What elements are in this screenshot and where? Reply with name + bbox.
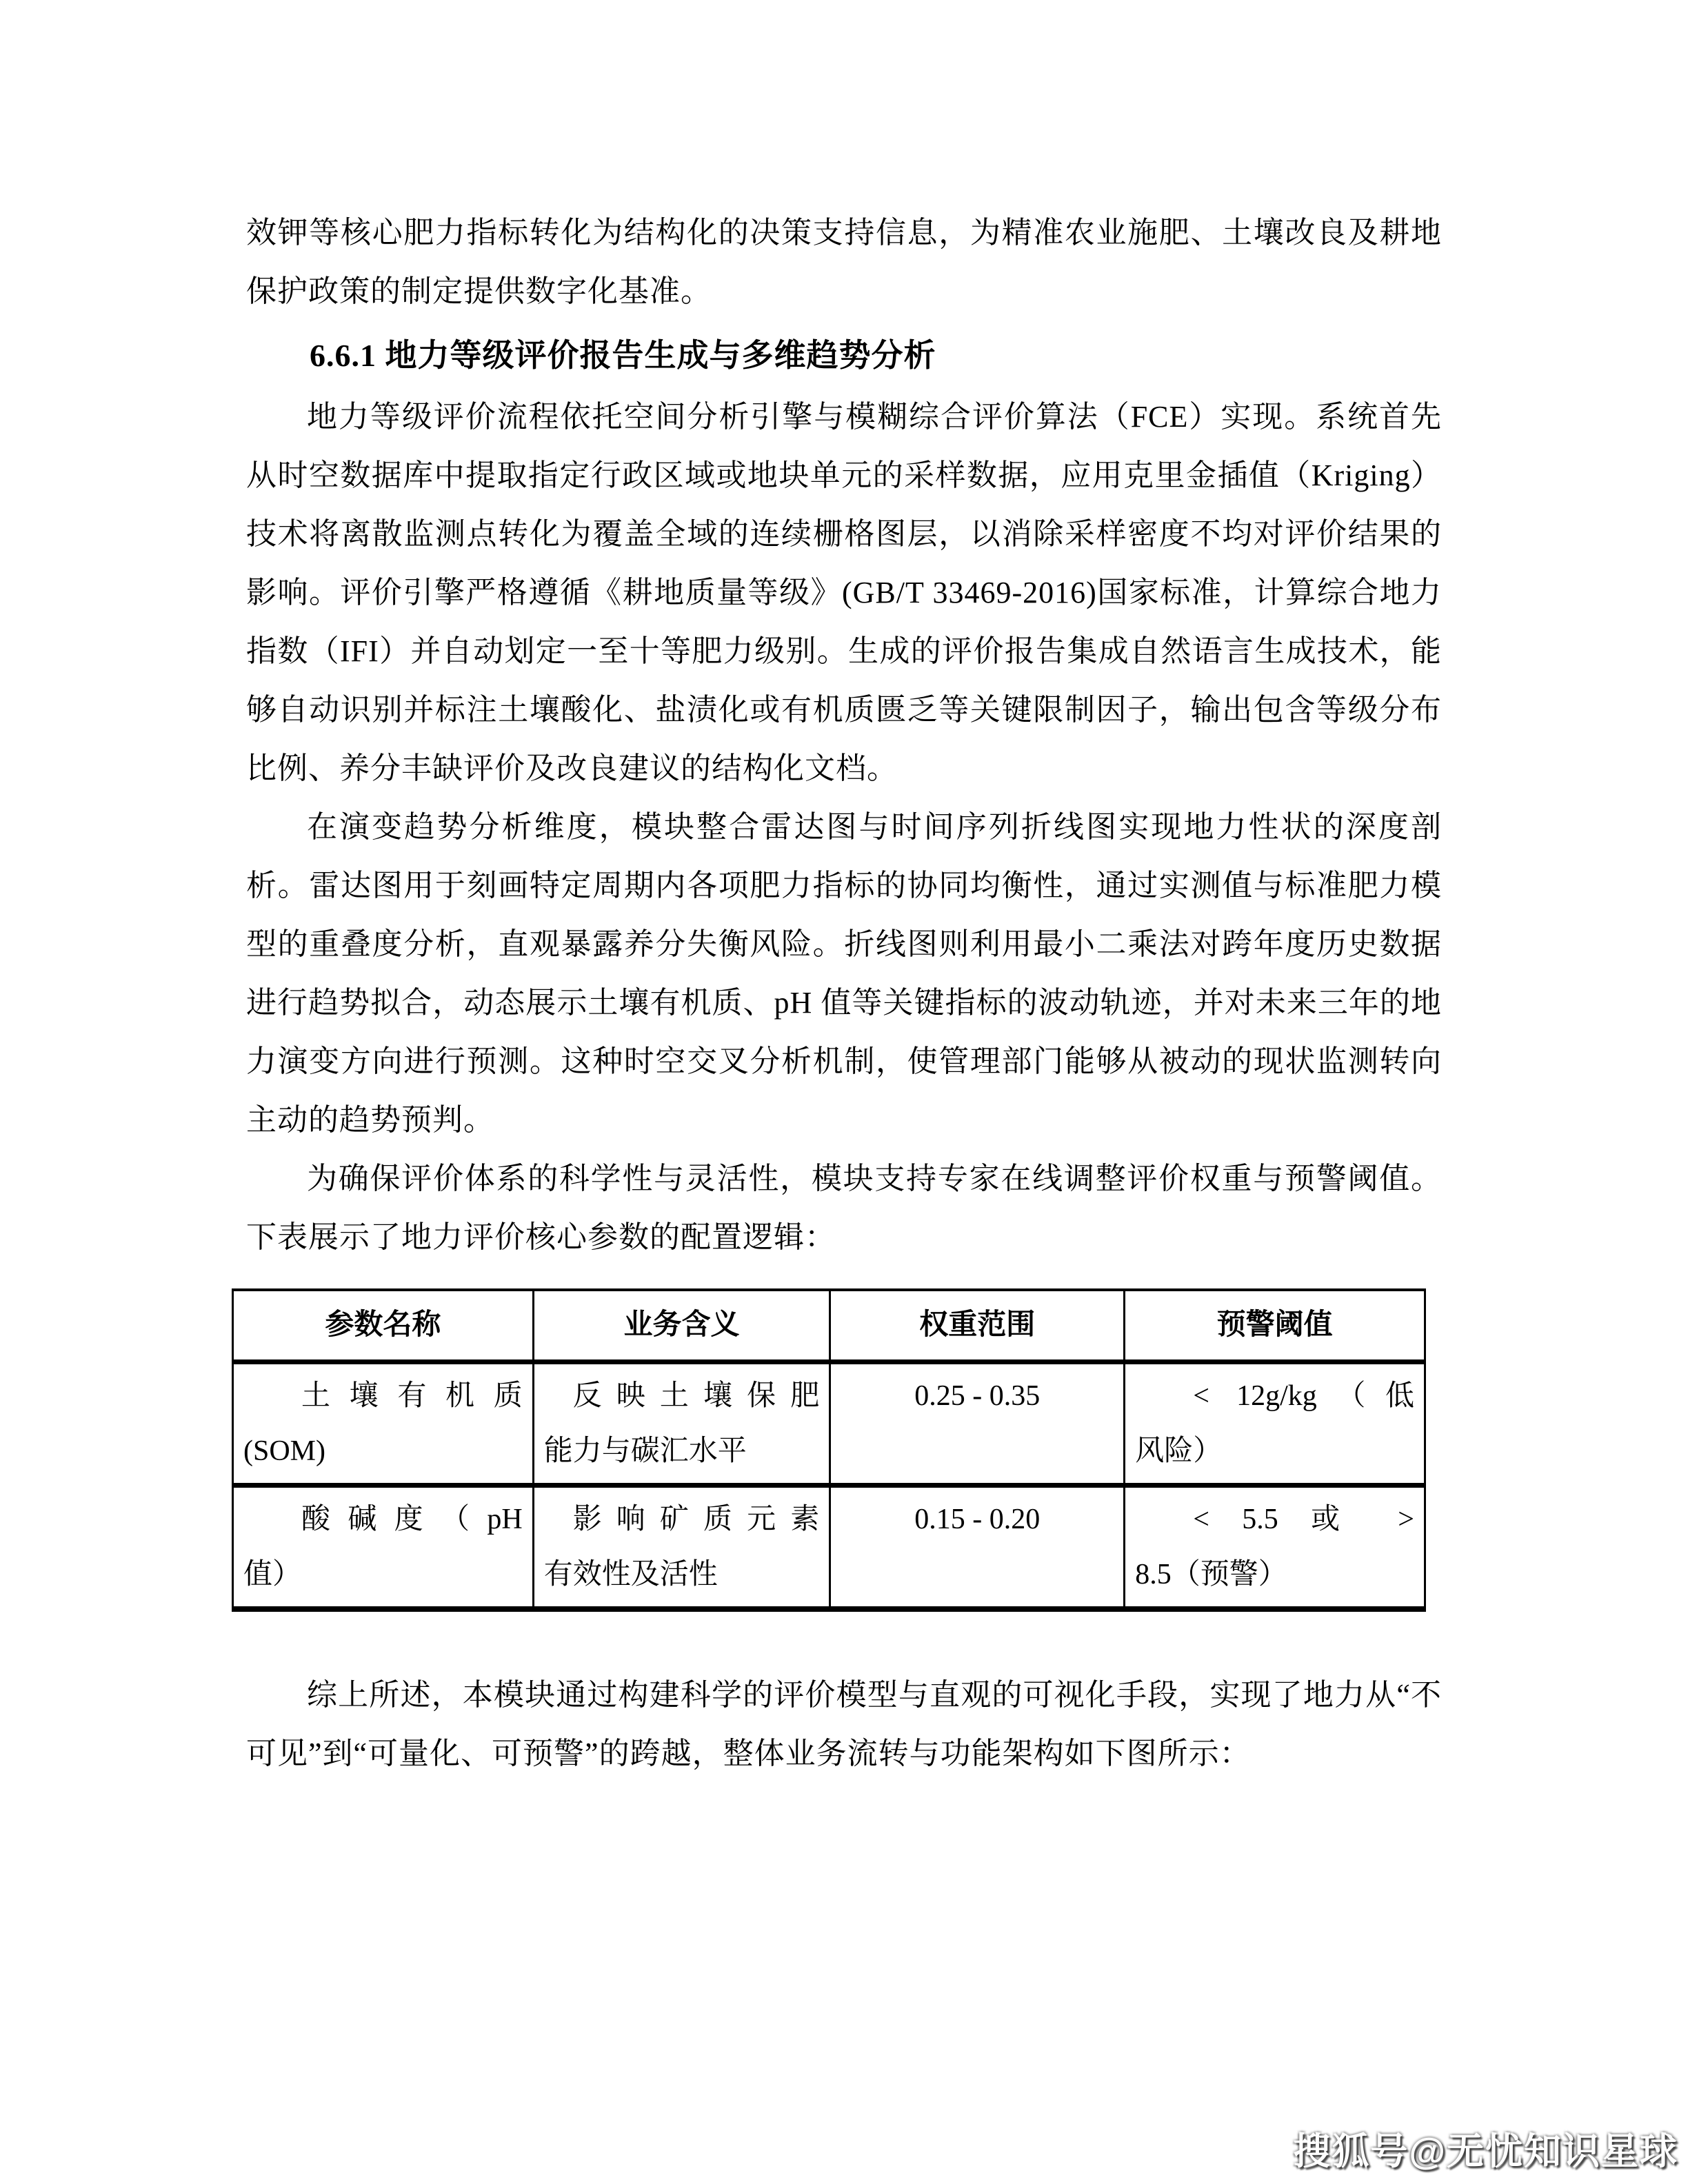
watermark-souhu: 搜狐号@无忧知识星球: [1293, 2131, 1678, 2172]
cell-som-weight: [830, 1362, 1125, 1485]
cell-line: 0.25 - 0.35: [914, 1379, 1041, 1412]
section-heading: 6.6.1 地力等级评价报告生成与多维趋势分析: [310, 338, 936, 373]
cell-ph-threshold: [1125, 1485, 1425, 1609]
cell-line: < 12g/kg（低: [1193, 1379, 1414, 1412]
paragraph-evaluation-process: 地力等级评价流程依托空间分析引擎与模糊综合评价算法（FCE）实现。系统首先从时空数据库中提取指定行政区域或地块单元的采样数据，应用克里金插值（Kriging）技术将离散监测点转化为覆盖全域的连续栅格图层，以消除采样密度不均对评价结果的影响。评价引擎严格遵循《耕地质量等级》(GB/T 33469-2016)国家标准，计算综合地力指数（IFI）并自动划定一至十等肥力级别。生成的评价报告集成自然语言生成技术，能够自动识别并标注土壤酸化、盐渍化或有机质匮乏等关键限制因子，输出包含等级分布比例、养分丰缺评价及改良建议的结构化文档。: [246, 400, 1442, 785]
cell-line: 土壤有机质: [301, 1379, 523, 1412]
spacer: [246, 1612, 1442, 1666]
cell-som-meaning: [533, 1362, 830, 1485]
cell-line: 值）: [243, 1558, 302, 1590]
table-row-ph: [233, 1485, 1425, 1609]
cell-line: 风险）: [1135, 1435, 1223, 1467]
cell-line: (SOM): [243, 1435, 326, 1467]
cell-line: 8.5（预警）: [1135, 1558, 1287, 1590]
cell-line: 能力与碳汇水平: [543, 1435, 747, 1467]
table-header-row: [233, 1290, 1425, 1362]
intro-continuation-paragraph: 效钾等核心肥力指标转化为结构化的决策支持信息，为精准农业施肥、土壤改良及耕地保护政策的制定提供数字化基准。: [246, 216, 1442, 308]
paragraph-table-intro: 为确保评价体系的科学性与灵活性，模块支持专家在线调整评价权重与预警阈值。下表展示了地力评价核心参数的配置逻辑：: [246, 1162, 1442, 1254]
paragraph-trend-analysis: 在演变趋势分析维度，模块整合雷达图与时间序列折线图实现地力性状的深度剖析。雷达图用于刻画特定周期内各项肥力指标的协同均衡性，通过实测值与标准肥力模型的重叠度分析，直观暴露养分失衡风险。折线图则利用最小二乘法对跨年度历史数据进行趋势拟合，动态展示土壤有机质、pH 值等关键指标的波动轨迹，并对未来三年的地力演变方向进行预测。这种时空交叉分析机制，使管理部门能够从被动的现状监测转向主动的趋势预判。: [246, 810, 1442, 1137]
cell-line: 酸碱度（pH: [301, 1503, 523, 1535]
cell-som-name: [233, 1362, 534, 1485]
header-cell-warning-threshold: 预警阈值: [1125, 1290, 1425, 1362]
cell-ph-weight: [830, 1485, 1125, 1609]
page-content: [243, 203, 1442, 1783]
cell-line: 反映土壤保肥: [572, 1379, 820, 1412]
table-row-som: [233, 1362, 1425, 1485]
cell-line: < 5.5 或 >: [1193, 1503, 1414, 1535]
header-cell-business-meaning: 业务含义: [533, 1290, 830, 1362]
cell-ph-meaning: [533, 1485, 830, 1609]
cell-som-threshold: [1125, 1362, 1425, 1485]
parameter-config-table: [232, 1288, 1426, 1612]
cell-line: 有效性及活性: [543, 1558, 718, 1590]
header-cell-weight-range: 权重范围: [830, 1290, 1125, 1362]
cell-line: 0.15 - 0.20: [914, 1503, 1041, 1535]
header-cell-param-name: 参数名称: [233, 1290, 534, 1362]
cell-line: 影响矿质元素: [572, 1503, 820, 1535]
cell-ph-name: [233, 1485, 534, 1609]
paragraph-summary: 综上所述，本模块通过构建科学的评价模型与直观的可视化手段，实现了地力从“不可见”到“可量化、可预警”的跨越，整体业务流转与功能架构如下图所示：: [246, 1677, 1442, 1770]
